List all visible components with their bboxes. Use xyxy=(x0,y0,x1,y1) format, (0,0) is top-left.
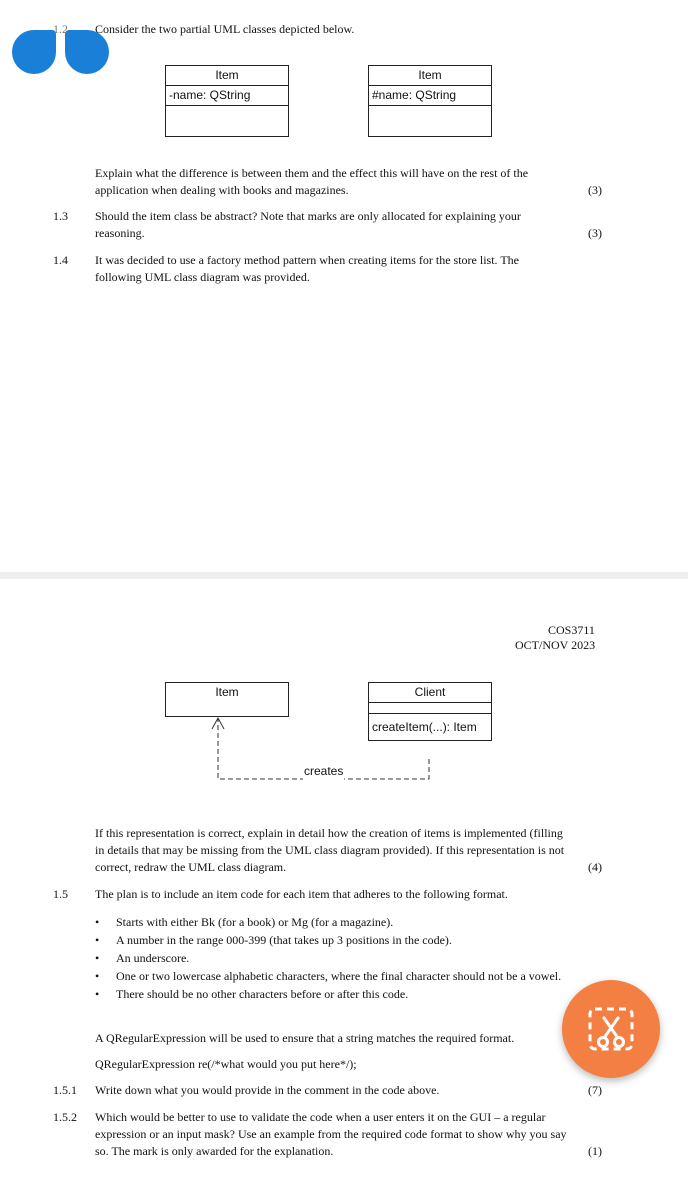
question-number: 1.2 xyxy=(53,22,68,36)
explain-text: application when dealing with books and magazines. xyxy=(95,183,349,197)
uml-class-name: Item xyxy=(369,66,491,86)
uml-attribute: #name: QString xyxy=(369,86,491,106)
question-number: 1.5.1 xyxy=(53,1083,77,1097)
course-code: COS3711 xyxy=(548,623,595,637)
marks: (3) xyxy=(588,226,602,240)
paragraph-text: correct, redraw the UML class diagram. xyxy=(95,860,287,874)
uml-class-name: Client xyxy=(369,683,491,703)
marks: (3) xyxy=(588,183,602,197)
question-number: 1.5 xyxy=(53,887,68,901)
question-text: Should the item class be abstract? Note that marks are only allocated for explaining your xyxy=(95,209,521,223)
question-text: It was decided to use a factory method pattern when creating items for the store list. The xyxy=(95,253,519,267)
uml-method: createItem(...): Item xyxy=(372,720,477,734)
uml-attribute: -name: QString xyxy=(166,86,288,106)
question-text: so. The mark is only awarded for the explanation. xyxy=(95,1144,334,1158)
paragraph-text: If this representation is correct, explain in detail how the creation of items is implemented (filling xyxy=(95,826,563,840)
uml-class-name: Item xyxy=(215,685,239,699)
question-number: 1.4 xyxy=(53,253,68,267)
uml-class-name: Item xyxy=(166,66,288,86)
marks: (1) xyxy=(588,1144,602,1158)
marks: (7) xyxy=(588,1083,602,1097)
regex-intro: A QRegularExpression will be used to ensure that a string matches the required format. xyxy=(95,1031,515,1045)
marks: (4) xyxy=(588,860,602,874)
explain-text: Explain what the difference is between them and the effect this will have on the rest of the xyxy=(95,166,529,180)
question-text: Consider the two partial UML classes depicted below. xyxy=(95,22,355,36)
question-text: The plan is to include an item code for each item that adheres to the following format. xyxy=(95,887,508,901)
relation-label: creates xyxy=(304,764,344,778)
question-text: expression or an input mask? Use an example from the required code format to show why you say xyxy=(95,1127,567,1141)
question-text: reasoning. xyxy=(95,226,145,240)
question-text: Write down what you would provide in the comment in the code above. xyxy=(95,1083,440,1097)
exam-date: OCT/NOV 2023 xyxy=(515,638,596,652)
question-text: Which would be better to use to validate the code when a user enters it on the GUI – a regular xyxy=(95,1110,546,1124)
screenshot-cut-button[interactable] xyxy=(562,980,660,1078)
regex-code: QRegularExpression re(/*what would you put here*/); xyxy=(95,1057,357,1071)
question-number: 1.5.2 xyxy=(53,1110,77,1124)
screenshot-cut-icon xyxy=(562,980,660,1078)
paragraph-text: in details that may be missing from the UML class diagram provided). If this representation is not xyxy=(95,843,565,857)
question-text: following UML class diagram was provided. xyxy=(95,270,310,284)
question-number: 1.3 xyxy=(53,209,68,223)
